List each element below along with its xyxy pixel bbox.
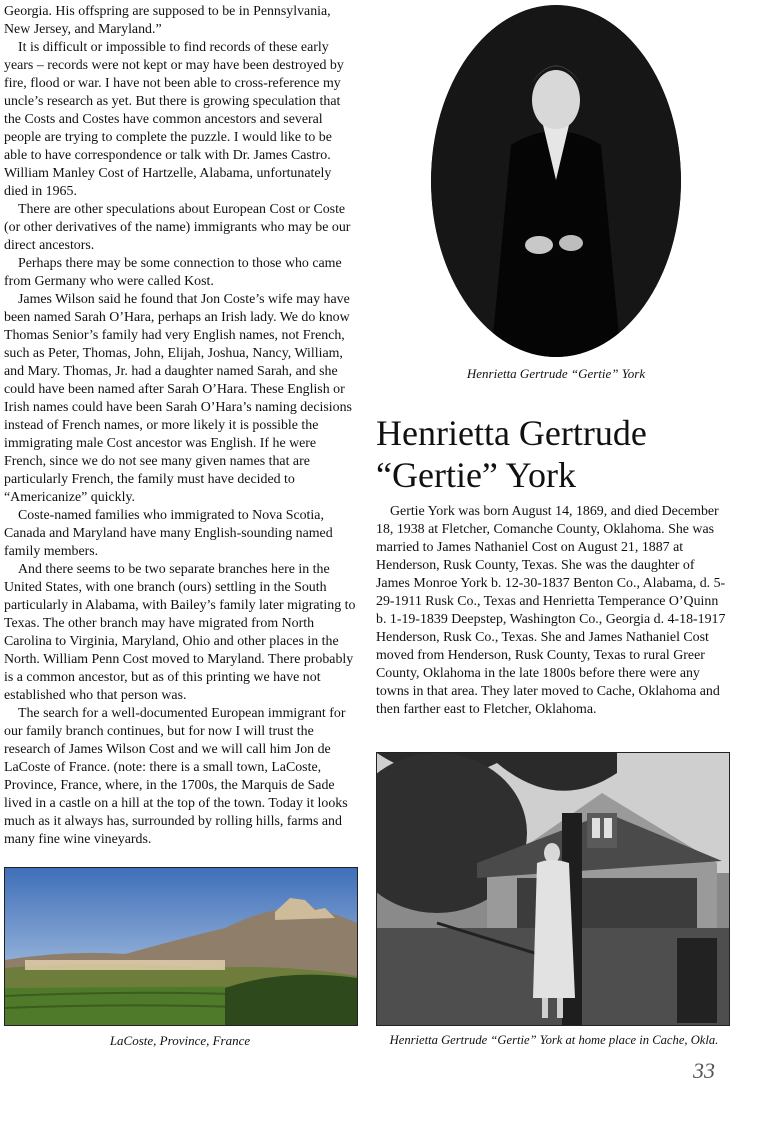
house-photo-caption: Henrietta Gertrude “Gertie” York at home place in Cache, Okla. xyxy=(389,1033,719,1047)
paragraph: And there seems to be two separate branches here in the United States, with one branch (ours) settling in the South particularly in Alabama, with Bailey’s family later migrating to Texas. The other branch may have migrated from North Carolina to Virginia, Maryland, Ohio and other places in the North. William Penn Cost moved to Maryland. There probably is a common ancestor, but as of this printing we have not established who that person was. xyxy=(4,562,356,703)
heading-line-1: Henrietta Gertrude xyxy=(376,413,647,453)
portrait-caption: Henrietta Gertrude “Gertie” York xyxy=(466,366,646,381)
portrait-photo xyxy=(431,5,681,357)
paragraph: James Wilson said he found that Jon Coste’s wife may have been named Sarah O’Hara, perhaps an Irish lady. We do know Thomas Senior’s family had very English names, not French, such as Peter, Thomas, John, Elijah, Joshua, Nancy, William, and Mary. Thomas, Jr. had a daughter named Sarah, and she could have been named after Sarah O’Hara. These English or Irish names could have been Sarah O’Hara’s naming decisions instead of French names, or more likely it is possible the immigrating male Cost ancestor was English. If he were French, since we do not see many given names that are particularly French, the family must have decided to “Americanize” quickly. xyxy=(4,292,352,505)
page-number: 33 xyxy=(693,1058,715,1083)
paragraph: There are other speculations about European Cost or Coste (or other derivatives of the name) immigrants who may be our direct ancestors. xyxy=(4,202,351,253)
section-heading xyxy=(376,412,736,496)
left-column-text xyxy=(4,3,356,849)
lacoste-photo-drawing xyxy=(5,868,357,1025)
portrait-oval-image xyxy=(431,5,681,357)
paragraph: Georgia. His offspring are supposed to be in Pennsylvania, New Jersey, and Maryland.” xyxy=(4,4,331,37)
lacoste-photo-caption: LaCoste, Province, France xyxy=(109,1033,251,1048)
paragraph: It is difficult or impossible to find records of these early years – records were not kept or may have been destroyed by fire, flood or war. I have not been able to cross-reference my uncle’s research as yet. But there is growing speculation that the Costs and Costes have common ancestors and several people are trying to complete the puzzle. I would like to be able to have correspondence or talk with Dr. James Castro. William Manley Cost of Hartzelle, Alabama, unfortunately died in 1965. xyxy=(4,40,344,199)
house-photo xyxy=(376,752,730,1026)
heading-line-2: “Gertie” York xyxy=(376,455,576,495)
lacoste-photo xyxy=(4,867,358,1026)
paragraph: Coste-named families who immigrated to Nova Scotia, Canada and Maryland have many English-sounding named family members. xyxy=(4,508,333,559)
portrait-figure-drawing xyxy=(431,5,681,357)
house-photo-drawing xyxy=(377,753,729,1025)
paragraph: Perhaps there may be some connection to those who came from Germany who were called Kost. xyxy=(4,256,342,289)
biography-paragraph: Gertie York was born August 14, 1869, and died December 18, 1938 at Fletcher, Comanche County, Oklahoma. She was married to James Nathaniel Cost on August 21, 1887 at Henderson, Rusk County, Texas. She was the daughter of James Monroe York b. 12-30-1837 Benton Co., Alabama, d. 5-29-1911 Rusk Co., Texas and Henrietta Temperance O’Quinn b. 1-19-1839 Deepstep, Washington Co., Georgia d. 4-18-1917 Henderson, Rusk Co., Texas. She and James Nathaniel Cost moved from Henderson, Rusk County, Texas to rural Greer County, Oklahoma in the late 1800s before there were any towns in that area. They later moved to Cache, Oklahoma and then farther east to Fletcher, Oklahoma. xyxy=(376,504,726,717)
paragraph: The search for a well-documented European immigrant for our family branch continues, but for now I will trust the research of James Wilson Cost and we will call him Jon de LaCoste of France. (note: there is a small town, LaCoste, Province, France, where, in the 1700s, the Marquis de Sade lived in a castle on a hill at the top of the town. Today it looks much as it always has, surrounded by rolling hills, farms and many fine wine vineyards. xyxy=(4,706,348,847)
